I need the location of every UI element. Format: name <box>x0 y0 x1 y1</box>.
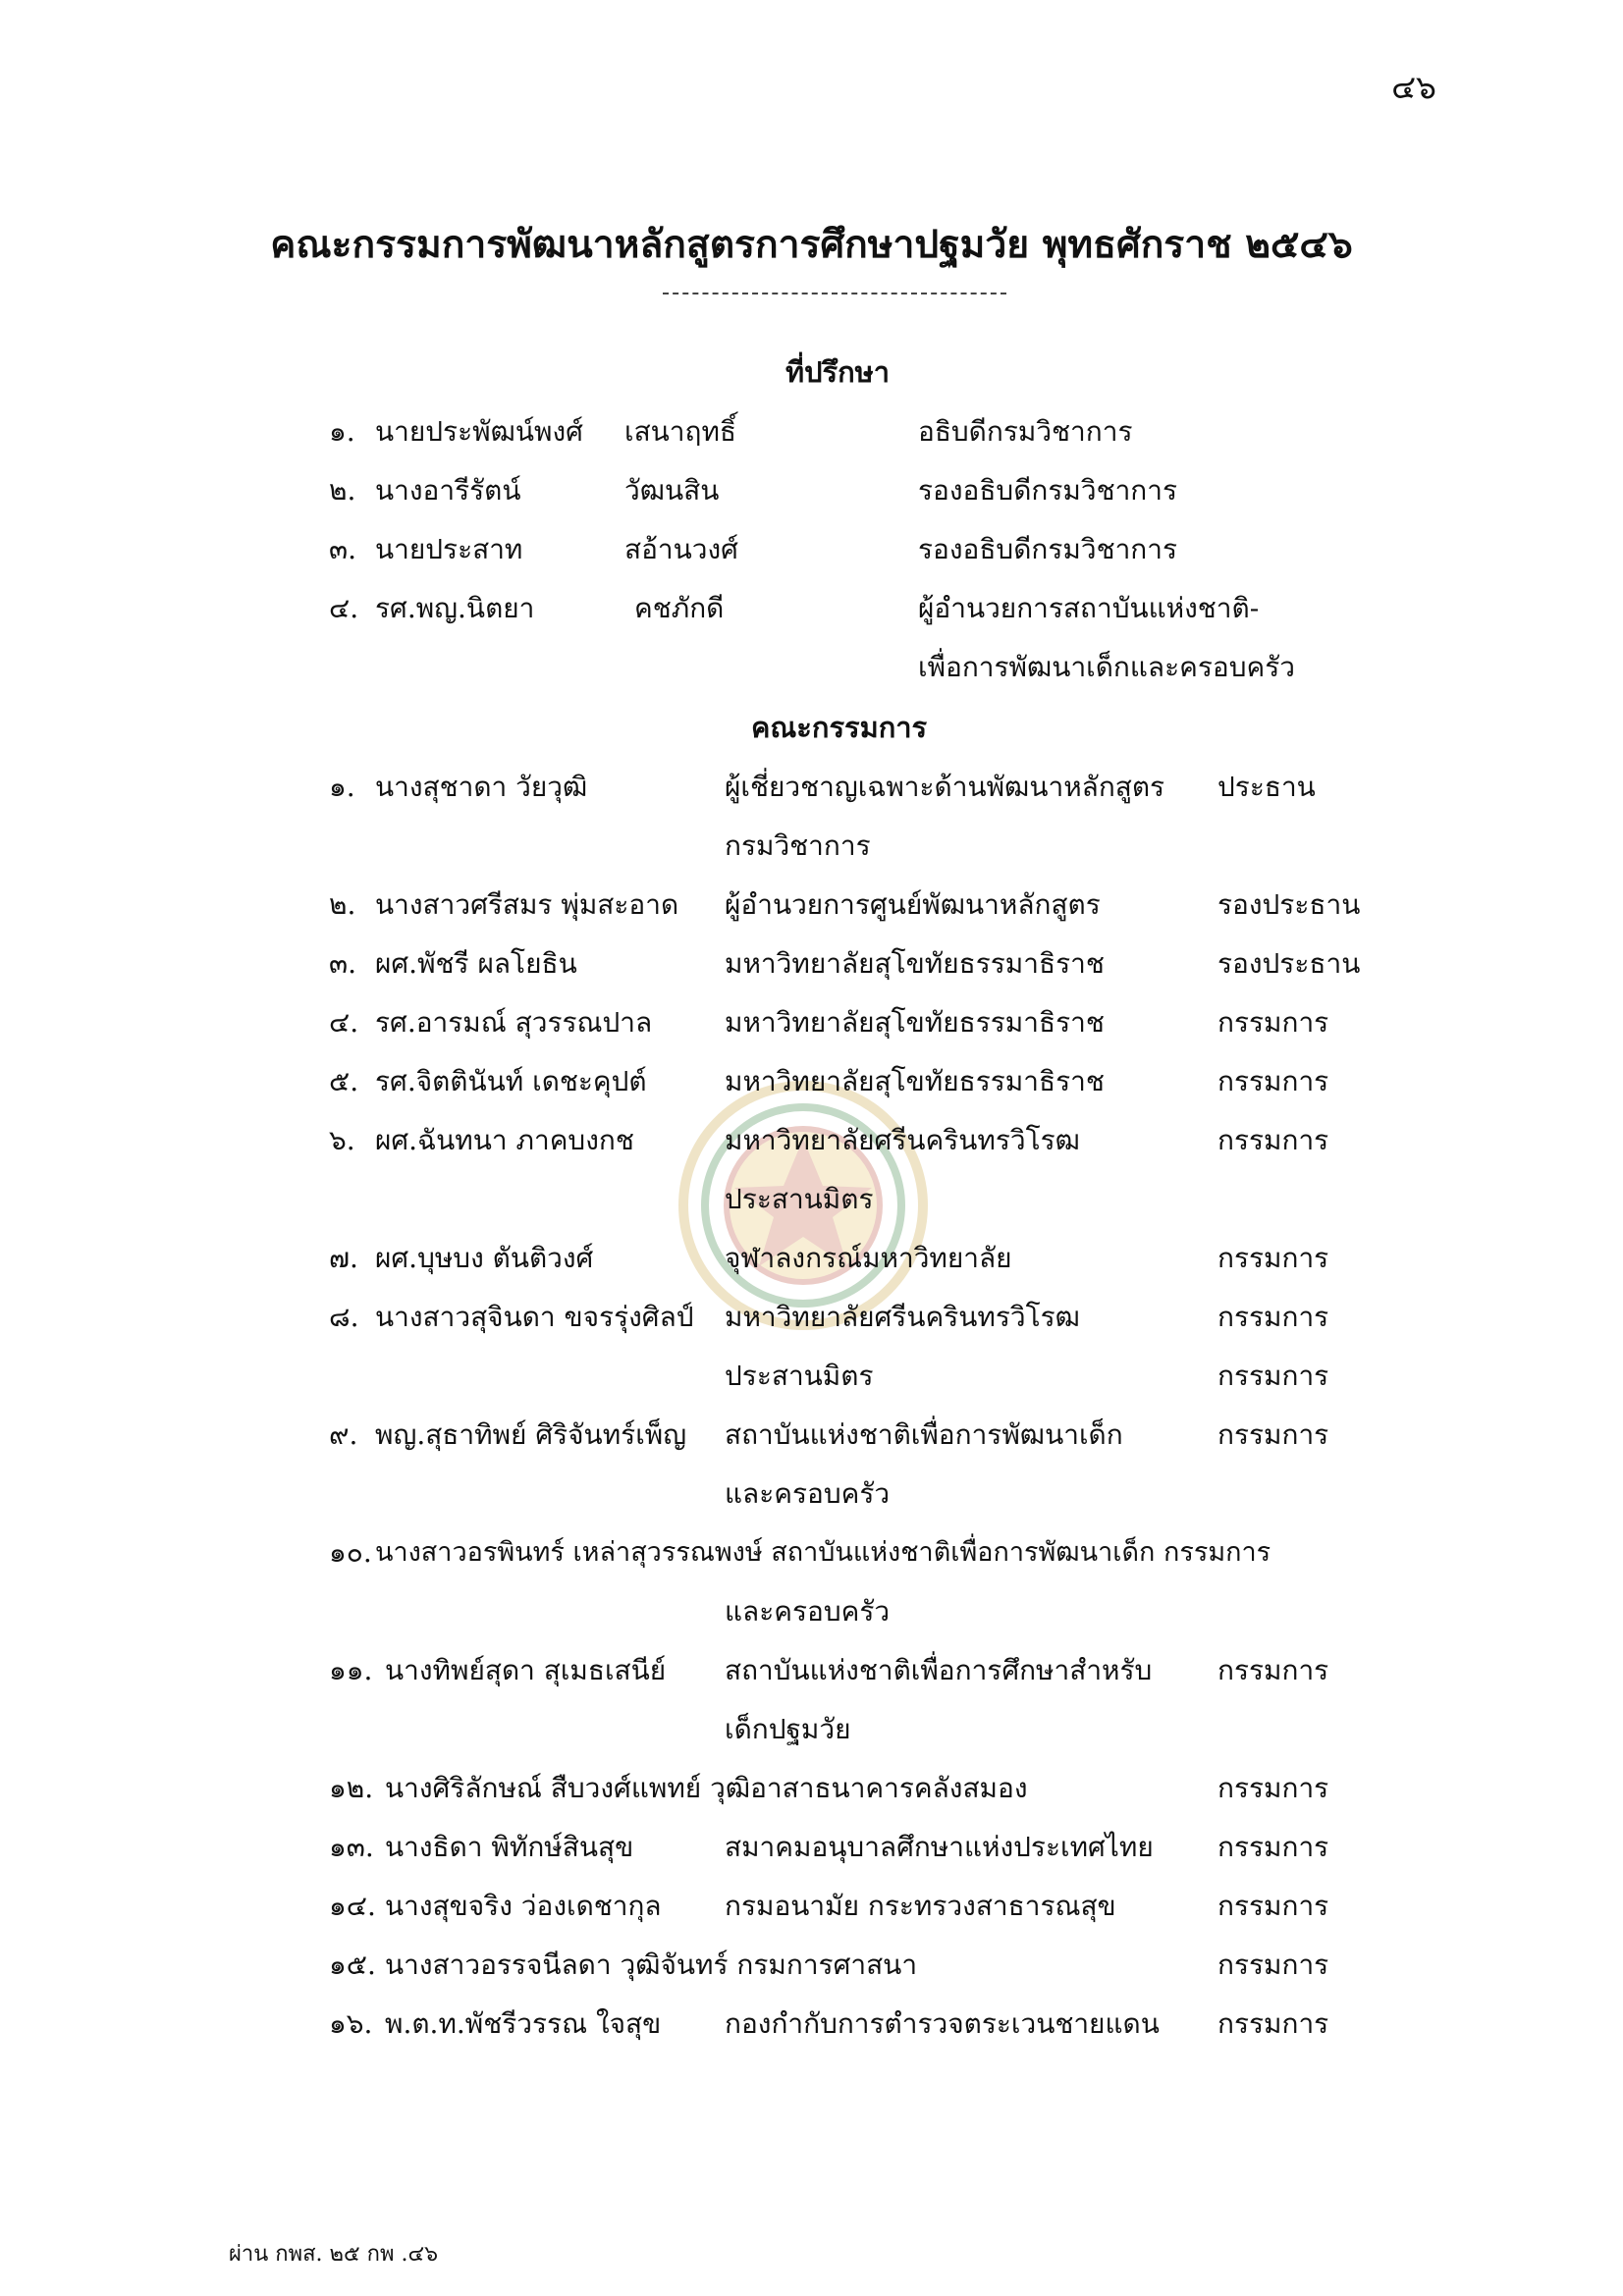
committee-row <box>0 1877 1623 1936</box>
member-role: กรรมการ <box>1217 1890 1329 1922</box>
member-role: กรรมการ <box>1217 1242 1329 1274</box>
advisor-row <box>0 579 1623 638</box>
advisors-heading: ที่ปรึกษา <box>785 355 891 389</box>
member-affiliation: ผู้อำนวยการศูนย์พัฒนาหลักสูตร <box>725 888 1101 921</box>
member-role-continuation: กรรมการ <box>1217 1360 1329 1392</box>
member-affiliation: มหาวิทยาลัยสุโขทัยธรรมาธิราช <box>725 1006 1105 1039</box>
committee-row <box>0 1288 1623 1347</box>
member-role: กรรมการ <box>1217 1301 1329 1333</box>
member-affiliation: มหาวิทยาลัยศรีนครินทรวิโรฒ <box>725 1124 1080 1156</box>
member-name: นางสาวศรีสมร พุ่มสะอาด <box>375 888 679 921</box>
committee-row-continuation <box>0 1582 1623 1641</box>
advisor-last-name: คชภักดี <box>634 592 725 624</box>
member-name: พญ.สุธาทิพย์ ศิริจันทร์เพ็ญ <box>375 1418 687 1451</box>
page-title: คณะกรรมการพัฒนาหลักสูตรการศึกษาปฐมวัย พุทธศักราช ๒๕๔๖ <box>270 222 1353 267</box>
member-number: ๔. <box>329 1006 359 1039</box>
committee-row <box>0 993 1623 1052</box>
member-role: กรรมการ <box>1217 2007 1329 2040</box>
advisor-position: รองอธิบดีกรมวิชาการ <box>918 474 1178 507</box>
member-number: ๑๒. <box>329 1772 374 1804</box>
member-affiliation: มหาวิทยาลัยสุโขทัยธรรมาธิราช <box>725 1065 1105 1097</box>
member-name: รศ.จิตตินันท์ เดชะคุปต์ <box>375 1065 647 1097</box>
member-affiliation: ผู้เชี่ยวชาญเฉพาะด้านพัฒนาหลักสูตร <box>725 771 1165 803</box>
advisor-number: ๔. <box>329 592 359 624</box>
advisor-first-name: นายประพัฒน์พงศ์ <box>375 415 583 448</box>
committee-row <box>0 1936 1623 1995</box>
member-number: ๑๐. <box>329 1536 372 1569</box>
member-name: ผศ.ฉันทนา ภาคบงกช <box>375 1124 634 1156</box>
advisor-row <box>0 520 1623 579</box>
member-affiliation: มหาวิทยาลัยสุโขทัยธรรมาธิราช <box>725 947 1105 980</box>
member-role: กรรมการ <box>1217 1949 1329 1981</box>
advisor-row-continuation <box>0 638 1623 697</box>
member-affiliation-continuation: และครอบครัว <box>725 1477 891 1510</box>
member-affiliation: สมาคมอนุบาลศึกษาแห่งประเทศไทย <box>725 1831 1154 1863</box>
advisor-position: ผู้อำนวยการสถาบันแห่งชาติ- <box>918 592 1260 624</box>
member-affiliation: สถาบันแห่งชาติเพื่อการศึกษาสำหรับ <box>725 1654 1153 1686</box>
committee-row <box>0 934 1623 993</box>
title-divider <box>663 293 1006 294</box>
committee-row-continuation <box>0 1700 1623 1759</box>
member-number: ๑๓. <box>329 1831 374 1863</box>
member-role: กรรมการ <box>1217 1418 1329 1451</box>
member-number: ๑. <box>329 771 355 803</box>
member-name: นางศิริลักษณ์ สืบวงศ์แพทย์ วุฒิอาสาธนาคารคลังสมอง <box>385 1772 1028 1804</box>
member-role: กรรมการ <box>1217 1065 1329 1097</box>
advisor-last-name: สอ้านวงศ์ <box>624 533 738 565</box>
page-number: ๔๖ <box>1391 68 1436 106</box>
member-number: ๑๖. <box>329 2007 373 2040</box>
member-number: ๓. <box>329 947 357 980</box>
committee-row-continuation <box>0 1347 1623 1406</box>
member-affiliation-continuation: ประสานมิตร <box>725 1360 874 1392</box>
advisor-number: ๑. <box>329 415 355 448</box>
member-affiliation: กองกำกับการตำรวจตระเวนชายแดน <box>725 2007 1160 2040</box>
member-affiliation: สถาบันแห่งชาติเพื่อการพัฒนาเด็ก <box>725 1418 1123 1451</box>
advisor-row <box>0 461 1623 520</box>
advisor-row <box>0 402 1623 461</box>
approval-footer: ผ่าน กพส. ๒๕ กพ .๔๖ <box>229 2242 439 2267</box>
member-number: ๑๕. <box>329 1949 376 1981</box>
advisor-number: ๓. <box>329 533 357 565</box>
member-affiliation-continuation: เด็กปฐมวัย <box>725 1713 851 1745</box>
committee-row-continuation <box>0 1465 1623 1523</box>
committee-row <box>0 1641 1623 1700</box>
member-name: ผศ.บุษบง ตันติวงศ์ <box>375 1242 594 1274</box>
advisor-first-name: นางอารีรัตน์ <box>375 474 521 507</box>
advisor-number: ๒. <box>329 474 356 507</box>
member-affiliation: กรมอนามัย กระทรวงสาธารณสุข <box>725 1890 1116 1922</box>
member-name: พ.ต.ท.พัชรีวรรณ ใจสุข <box>385 2007 662 2040</box>
member-number: ๘. <box>329 1301 359 1333</box>
member-role: กรรมการ <box>1217 1654 1329 1686</box>
member-role: รองประธาน <box>1217 888 1361 921</box>
member-number: ๒. <box>329 888 356 921</box>
member-number: ๖. <box>329 1124 355 1156</box>
member-name: นางสุขจริง ว่องเดชากุล <box>385 1890 662 1922</box>
committee-heading: คณะกรรมการ <box>751 711 928 744</box>
member-role: กรรมการ <box>1217 1006 1329 1039</box>
member-name: นางธิดา พิทักษ์สินสุข <box>385 1831 634 1863</box>
member-number: ๑๔. <box>329 1890 376 1922</box>
advisor-position-continuation: เพื่อการพัฒนาเด็กและครอบครัว <box>918 651 1295 683</box>
member-role: กรรมการ <box>1217 1831 1329 1863</box>
committee-row <box>0 1406 1623 1465</box>
member-role: กรรมการ <box>1217 1772 1329 1804</box>
committee-row <box>0 1818 1623 1877</box>
committee-row <box>0 1052 1623 1111</box>
member-name: ผศ.พัชรี ผลโยธิน <box>375 947 577 980</box>
committee-row <box>0 1229 1623 1288</box>
member-number: ๗. <box>329 1242 358 1274</box>
committee-row-continuation <box>0 817 1623 876</box>
advisor-last-name: เสนาฤทธิ์ <box>624 415 737 448</box>
member-number: ๑๑. <box>329 1654 373 1686</box>
member-number: ๙. <box>329 1418 358 1451</box>
committee-row-continuation <box>0 1170 1623 1229</box>
committee-row <box>0 1995 1623 2054</box>
committee-row <box>0 1523 1623 1582</box>
member-number: ๕. <box>329 1065 359 1097</box>
member-role: รองประธาน <box>1217 947 1361 980</box>
member-name: นางสาวสุจินดา ขจรรุ่งศิลป์ <box>375 1301 694 1333</box>
member-affiliation: มหาวิทยาลัยศรีนครินทรวิโรฒ <box>725 1301 1080 1333</box>
committee-row <box>0 1111 1623 1170</box>
member-name: นางทิพย์สุดา สุเมธเสนีย์ <box>385 1654 667 1686</box>
advisor-first-name: รศ.พญ.นิตยา <box>375 592 535 624</box>
member-role: กรรมการ <box>1217 1124 1329 1156</box>
advisor-last-name: วัฒนสิน <box>624 474 720 507</box>
member-affiliation-continuation: กรมวิชาการ <box>725 829 871 862</box>
member-full-line: นางสาวอรพินทร์ เหล่าสุวรรณพงษ์ สถาบันแห่งชาติเพื่อการพัฒนาเด็ก กรรมการ <box>375 1537 1271 1568</box>
member-name: นางสุชาดา วัยวุฒิ <box>375 771 588 803</box>
member-affiliation-continuation: ประสานมิตร <box>725 1183 874 1215</box>
committee-row <box>0 1759 1623 1818</box>
committee-row <box>0 876 1623 934</box>
member-affiliation: จุฬาลงกรณ์มหาวิทยาลัย <box>725 1242 1012 1274</box>
member-role: ประธาน <box>1217 771 1316 803</box>
member-name: นางสาวอรรจนีลดา วุฒิจันทร์ กรมการศาสนา <box>385 1949 918 1981</box>
advisor-first-name: นายประสาท <box>375 533 523 565</box>
member-affiliation-continuation: และครอบครัว <box>725 1595 891 1628</box>
committee-row <box>0 758 1623 817</box>
member-name: รศ.อารมณ์ สุวรรณปาล <box>375 1006 653 1039</box>
advisor-position: รองอธิบดีกรมวิชาการ <box>918 533 1178 565</box>
advisor-position: อธิบดีกรมวิชาการ <box>918 415 1133 448</box>
